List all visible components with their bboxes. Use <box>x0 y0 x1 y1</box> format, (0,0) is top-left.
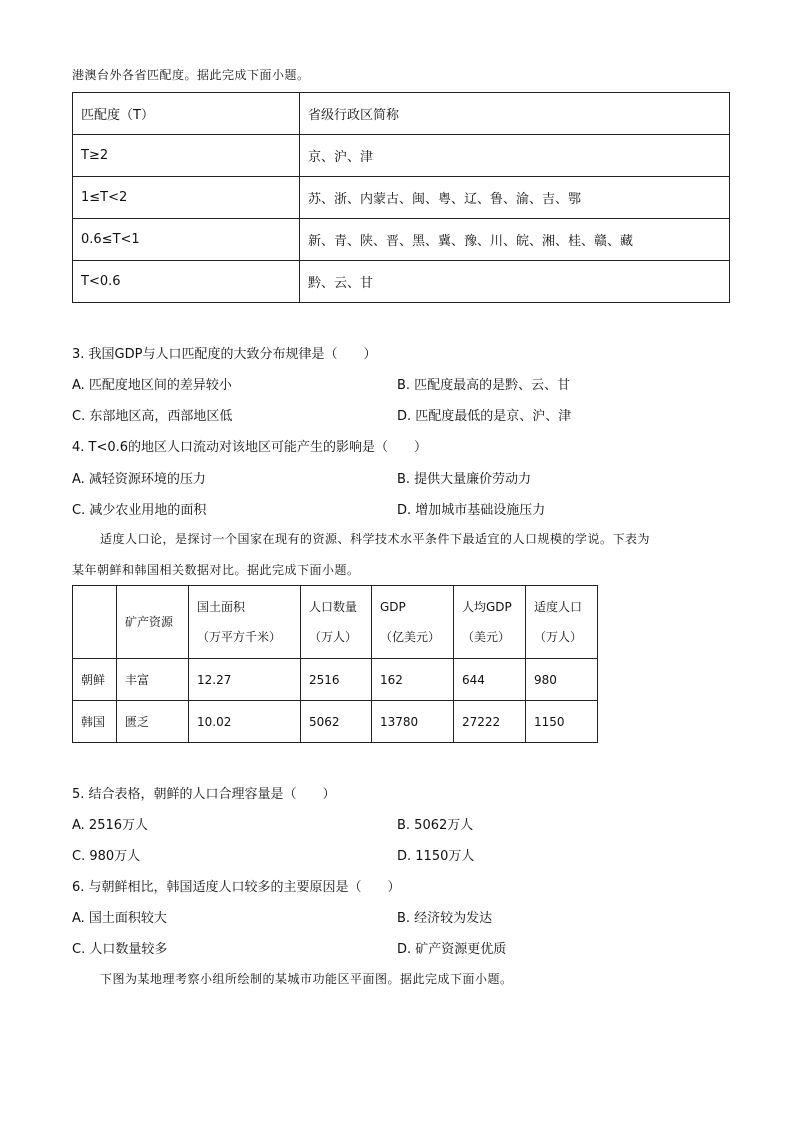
table-row <box>73 659 598 701</box>
table-header-row <box>73 586 598 659</box>
intro-text-3: 下图为某地理考察小组所绘制的某城市功能区平面图。据此完成下面小题。 <box>100 972 513 986</box>
table-cell: 10.02 <box>189 701 301 743</box>
question-6-option-c: C. 人口数量较多 <box>72 942 168 957</box>
table-cell: 644 <box>454 659 526 701</box>
table-cell: 27222 <box>454 701 526 743</box>
table-cell: 5062 <box>301 701 372 743</box>
question-6-option-a: A. 国土面积较大 <box>72 911 167 926</box>
table-cell: 1≤T<2 <box>73 177 300 219</box>
table-cell: 980 <box>526 659 598 701</box>
question-4-option-d: D. 增加城市基础设施压力 <box>397 503 546 518</box>
table-header-row <box>73 93 730 135</box>
table-header-cell: GDP （亿美元） <box>372 586 454 659</box>
match-degree-table <box>72 92 730 303</box>
table-header-cell: 人口数量 （万人） <box>301 586 372 659</box>
question-3-option-b: B. 匹配度最高的是黔、云、甘 <box>397 378 571 393</box>
table-cell: 苏、浙、内蒙古、闽、粤、辽、鲁、渝、吉、鄂 <box>300 177 730 219</box>
question-4-stem: 4. T<0.6的地区人口流动对该地区可能产生的影响是（ ） <box>72 440 428 455</box>
table-cell: 匮乏 <box>117 701 189 743</box>
table-cell: 13780 <box>372 701 454 743</box>
question-5-option-c: C. 980万人 <box>72 849 141 864</box>
table-cell: 新、青、陕、晋、黑、冀、豫、川、皖、湘、桂、赣、藏 <box>300 219 730 261</box>
table-row <box>73 261 730 303</box>
question-3-option-d: D. 匹配度最低的是京、沪、津 <box>397 409 572 424</box>
table-header-cell <box>73 586 117 659</box>
table-cell: 丰富 <box>117 659 189 701</box>
table-header-cell: 国土面积 （万平方千米） <box>189 586 301 659</box>
table-cell: 12.27 <box>189 659 301 701</box>
table-cell: 1150 <box>526 701 598 743</box>
intro-text-2-line-1: 适度人口论，是探讨一个国家在现有的资源、科学技术水平条件下最适宜的人口规模的学说。下表为 <box>100 532 651 546</box>
question-4-option-b: B. 提供大量廉价劳动力 <box>397 472 532 487</box>
table-cell: 黔、云、甘 <box>300 261 730 303</box>
question-3-option-a: A. 匹配度地区间的差异较小 <box>72 378 232 393</box>
intro-text-1: 港澳台外各省匹配度。据此完成下面小题。 <box>72 68 310 82</box>
table-header-cell: 人均GDP （美元） <box>454 586 526 659</box>
table-row <box>73 135 730 177</box>
question-6-option-d: D. 矿产资源更优质 <box>397 942 507 957</box>
table-cell: 京、沪、津 <box>300 135 730 177</box>
table-cell: 0.6≤T<1 <box>73 219 300 261</box>
table-cell: 韩国 <box>73 701 117 743</box>
table-row <box>73 701 598 743</box>
question-3-option-c: C. 东部地区高，西部地区低 <box>72 409 233 424</box>
table-cell: T<0.6 <box>73 261 300 303</box>
question-4-option-c: C. 减少农业用地的面积 <box>72 503 207 518</box>
intro-text-2-line-2: 某年朝鲜和韩国相关数据对比。据此完成下面小题。 <box>72 563 360 577</box>
table-row <box>73 177 730 219</box>
table-cell: 162 <box>372 659 454 701</box>
question-5-option-b: B. 5062万人 <box>397 818 474 833</box>
question-5-stem: 5. 结合表格，朝鲜的人口合理容量是（ ） <box>72 787 336 802</box>
table-row <box>73 219 730 261</box>
question-6-option-b: B. 经济较为发达 <box>397 911 493 926</box>
question-6-stem: 6. 与朝鲜相比，韩国适度人口较多的主要原因是（ ） <box>72 880 401 895</box>
table-cell: T≥2 <box>73 135 300 177</box>
question-3-stem: 3. 我国GDP与人口匹配度的大致分布规律是（ ） <box>72 347 377 362</box>
korea-comparison-table <box>72 585 598 743</box>
table-cell: 朝鲜 <box>73 659 117 701</box>
table-header-cell: 矿产资源 <box>117 586 189 659</box>
question-5-option-a: A. 2516万人 <box>72 818 149 833</box>
question-4-option-a: A. 减轻资源环境的压力 <box>72 472 206 487</box>
table-cell: 2516 <box>301 659 372 701</box>
table-header-cell: 匹配度（T） <box>73 93 300 135</box>
question-5-option-d: D. 1150万人 <box>397 849 475 864</box>
table-header-cell: 适度人口 （万人） <box>526 586 598 659</box>
table-header-cell: 省级行政区简称 <box>300 93 730 135</box>
